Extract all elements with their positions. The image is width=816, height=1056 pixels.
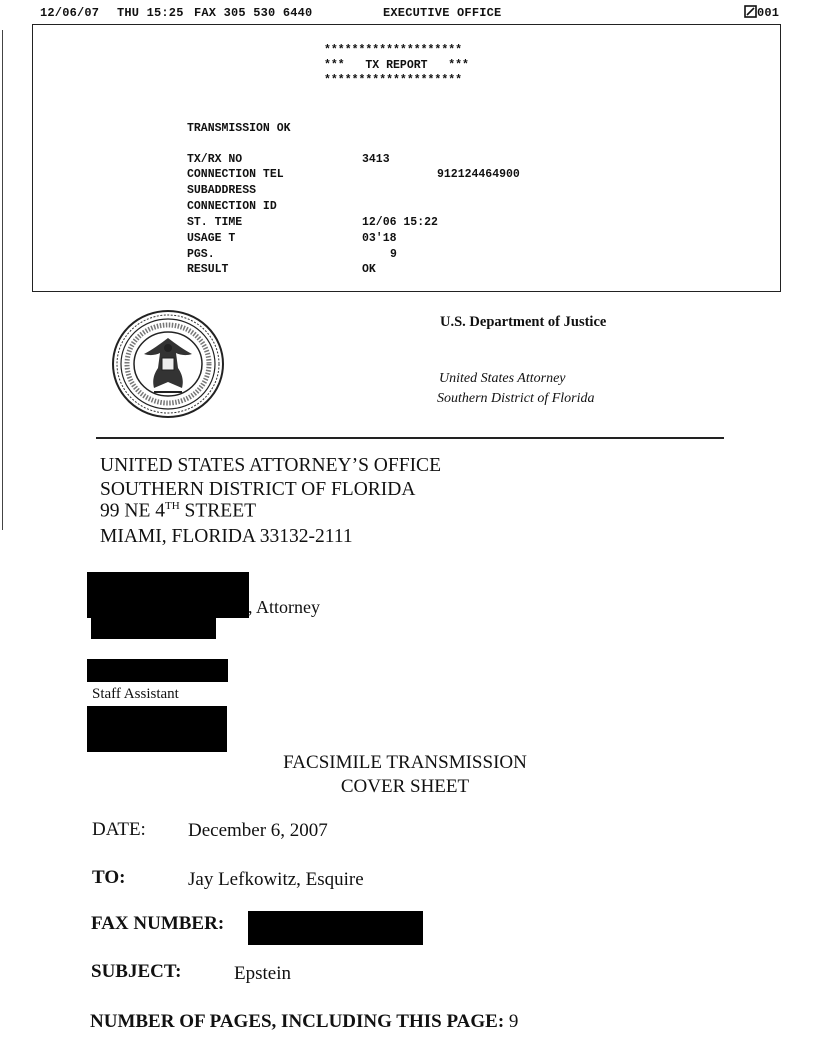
fax-day-time: THU 15:25 — [117, 6, 184, 20]
fax-number-label: FAX NUMBER: — [91, 913, 225, 934]
tx-row-value: 912124464900 — [437, 168, 520, 181]
page-icon — [744, 5, 757, 18]
to-value: Jay Lefkowitz, Esquire — [188, 869, 364, 890]
street-name: STREET — [179, 500, 257, 522]
fax-date: 12/06/07 — [40, 6, 100, 20]
date-value: December 6, 2007 — [188, 820, 328, 841]
office-line-4: MIAMI, FLORIDA 33132-2111 — [100, 526, 353, 547]
fax-sender-number: FAX 305 530 6440 — [194, 6, 313, 20]
number-of-pages — [90, 1011, 518, 1033]
tx-status: TRANSMISSION OK — [187, 122, 291, 135]
redaction-block — [87, 572, 249, 618]
tx-row-label: RESULT — [187, 263, 229, 276]
doj-department-title: U.S. Department of Justice — [440, 314, 607, 330]
tx-row-value: 03'18 — [362, 232, 397, 245]
tx-row-label: CONNECTION ID — [187, 200, 277, 213]
pages-value: 9 — [508, 1011, 519, 1032]
fax-page-marker — [744, 5, 779, 20]
to-label: TO: — [92, 867, 126, 888]
tx-row-value: OK — [362, 263, 376, 276]
attorney-title: , Attorney — [248, 597, 320, 617]
pages-label: NUMBER OF PAGES, INCLUDING THIS PAGE: — [90, 1011, 505, 1032]
doj-seal-icon — [110, 308, 226, 420]
tx-stars-top: ******************** — [324, 44, 463, 57]
tx-row-label: ST. TIME — [187, 216, 243, 229]
tx-row-label: SUBADDRESS — [187, 184, 257, 197]
tx-row-value: 9 — [390, 248, 397, 261]
fax-department: EXECUTIVE OFFICE — [383, 6, 502, 20]
page-marker-number: 001 — [757, 6, 780, 20]
cover-title-line-2: COVER SHEET — [340, 776, 470, 797]
office-line-2: SOUTHERN DISTRICT OF FLORIDA — [100, 479, 416, 500]
tx-row-label: TX/RX NO — [187, 153, 243, 166]
tx-report-title: *** TX REPORT *** — [324, 59, 469, 72]
doj-district: Southern District of Florida — [437, 391, 595, 406]
tx-row-value: 3413 — [362, 153, 390, 166]
tx-row-value: 12/06 15:22 — [362, 216, 438, 229]
redaction-block — [248, 911, 423, 945]
redaction-block — [91, 616, 216, 639]
date-label: DATE: — [92, 819, 146, 840]
redaction-block — [87, 706, 227, 752]
street-ordinal: TH — [165, 500, 180, 512]
tx-stars-bottom: ******************** — [324, 74, 463, 87]
letterhead-rule — [96, 437, 724, 439]
tx-row-label: USAGE T — [187, 232, 236, 245]
redaction-block — [87, 659, 228, 682]
office-line-3 — [100, 500, 256, 523]
office-line-1: UNITED STATES ATTORNEY’S OFFICE — [100, 455, 441, 476]
cover-title-line-1: FACSIMILE TRANSMISSION — [283, 752, 527, 773]
street-number: 99 NE 4 — [100, 500, 165, 522]
subject-label: SUBJECT: — [91, 961, 182, 982]
subject-value: Epstein — [234, 963, 291, 984]
tx-row-label: PGS. — [187, 248, 215, 261]
staff-assistant-label: Staff Assistant — [92, 686, 179, 702]
doj-us-attorney: United States Attorney — [439, 371, 566, 386]
tx-row-label: CONNECTION TEL — [187, 168, 284, 181]
scan-edge-line — [2, 30, 3, 530]
